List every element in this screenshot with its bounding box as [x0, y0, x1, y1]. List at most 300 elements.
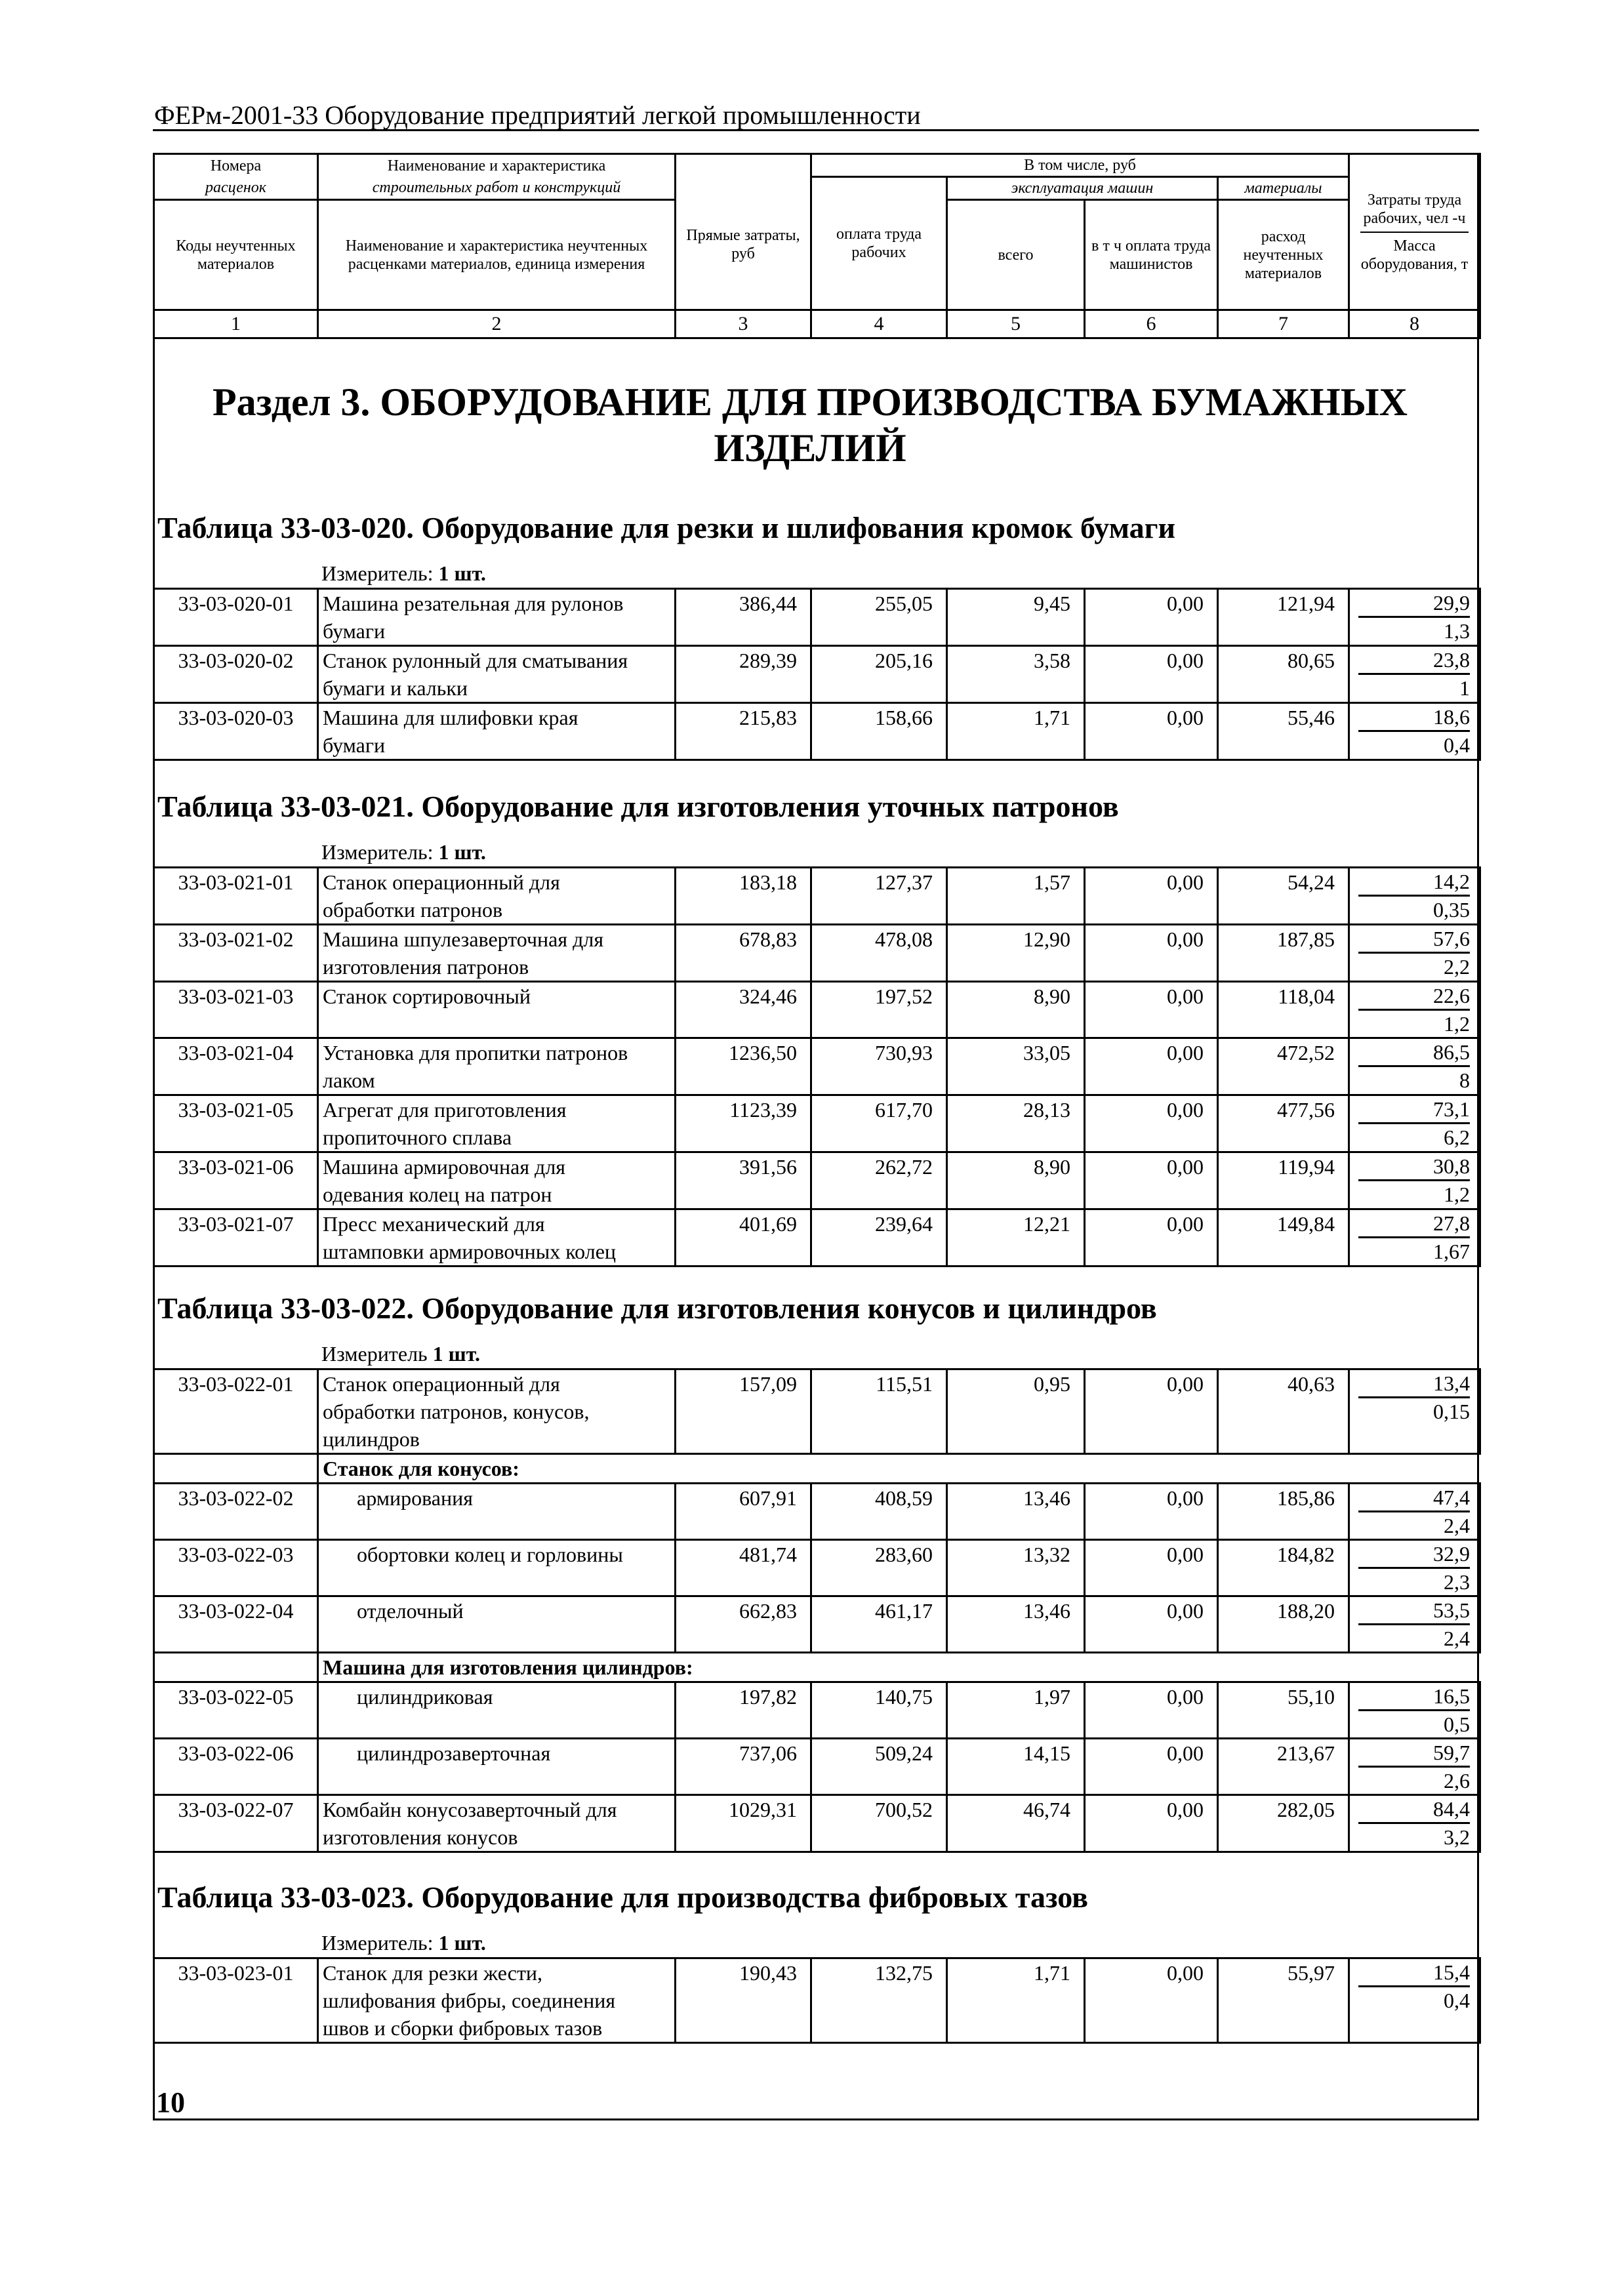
operator-pay: 0,00	[1085, 1739, 1218, 1795]
work-name-line: Комбайн конусозаверточный для	[323, 1798, 617, 1821]
work-name-line: бумаги	[323, 733, 386, 757]
machines-total: 13,46	[947, 1484, 1085, 1540]
operator-pay: 0,00	[1085, 1540, 1218, 1596]
labor-mass-cell	[1349, 925, 1480, 982]
table-row	[154, 1682, 1480, 1739]
table-row	[154, 1209, 1480, 1267]
labor-hours: 84,4	[1358, 1796, 1470, 1824]
table-row	[154, 1095, 1480, 1152]
measure-unit	[321, 840, 486, 864]
labor-hours-line	[1354, 1096, 1470, 1124]
worker-pay: 205,16	[811, 646, 947, 703]
labor-hours: 14,2	[1358, 868, 1470, 897]
worker-pay: 197,52	[811, 982, 947, 1038]
section-title: Раздел 3. ОБОРУДОВАНИЕ ДЛЯ ПРОИЗВОДСТВА БУМАЖНЫХ ИЗДЕЛИЙ	[213, 380, 1408, 470]
work-name-line: Станок операционный для	[323, 870, 560, 894]
machines-total: 8,90	[947, 982, 1085, 1038]
header-machine-operation: эксплуатация машин	[947, 177, 1218, 200]
header-worker-pay: оплата труда рабочих	[811, 177, 947, 310]
labor-hours-line	[1354, 1210, 1470, 1238]
labor-hours: 32,9	[1358, 1541, 1470, 1569]
direct-costs: 391,56	[676, 1152, 811, 1209]
worker-pay: 700,52	[811, 1795, 947, 1852]
table-row	[154, 1958, 1480, 2043]
header-column-number: 3	[676, 310, 811, 338]
direct-costs: 662,83	[676, 1596, 811, 1653]
work-name	[318, 982, 676, 1038]
labor-hours-line	[1354, 590, 1470, 618]
direct-costs: 190,43	[676, 1958, 811, 2043]
labor-hours: 29,9	[1358, 590, 1470, 618]
work-name	[318, 646, 676, 703]
work-name-line: Станок рулонный для сматывания	[323, 649, 628, 672]
rate-code: 33-03-021-01	[154, 868, 318, 925]
column-header-table	[153, 153, 1481, 339]
rate-code: 33-03-020-02	[154, 646, 318, 703]
labor-mass-cell	[1349, 646, 1480, 703]
materials-cost: 282,05	[1218, 1795, 1349, 1852]
materials-cost: 477,56	[1218, 1095, 1349, 1152]
header-column-number: 5	[947, 310, 1085, 338]
equipment-mass: 2,4	[1444, 1627, 1470, 1650]
group-spacer	[154, 1653, 318, 1682]
table-row	[154, 646, 1480, 703]
materials-cost: 55,46	[1218, 703, 1349, 760]
running-header: ФЕРм-2001-33 Оборудование предприятий легкой промышленности	[154, 100, 921, 130]
table-row	[154, 1795, 1480, 1852]
work-name	[318, 1095, 676, 1152]
measure-label: Измеритель:	[321, 1931, 439, 1955]
work-name-line: бумаги	[323, 619, 386, 643]
operator-pay: 0,00	[1085, 1596, 1218, 1653]
worker-pay: 115,51	[811, 1369, 947, 1454]
header-materials: материалы	[1218, 177, 1349, 200]
labor-mass-cell	[1349, 1596, 1480, 1653]
labor-hours: 59,7	[1358, 1739, 1470, 1768]
header-machines-total: всего	[947, 200, 1085, 310]
materials-cost: 213,67	[1218, 1739, 1349, 1795]
worker-pay: 730,93	[811, 1038, 947, 1095]
operator-pay: 0,00	[1085, 868, 1218, 925]
table-row	[154, 1540, 1480, 1596]
group-label: Станок для конусов:	[318, 1454, 1480, 1484]
work-name-line: обортовки колец и горловины	[357, 1543, 623, 1566]
rate-code: 33-03-021-07	[154, 1209, 318, 1267]
machines-total: 13,32	[947, 1540, 1085, 1596]
group-label: Машина для изготовления цилиндров:	[318, 1653, 1480, 1682]
table-row	[154, 589, 1480, 646]
rate-code: 33-03-021-04	[154, 1038, 318, 1095]
operator-pay: 0,00	[1085, 1795, 1218, 1852]
rate-code: 33-03-020-03	[154, 703, 318, 760]
header-work-sub: строительных работ и конструкций	[318, 177, 676, 200]
equipment-mass: 0,15	[1433, 1400, 1470, 1423]
labor-mass-cell	[1349, 868, 1480, 925]
equipment-mass: 2,2	[1444, 955, 1470, 979]
work-name-line: обработки патронов	[323, 898, 503, 922]
table-row	[154, 925, 1480, 982]
work-name-line: пропиточного сплава	[323, 1125, 512, 1149]
direct-costs: 1029,31	[676, 1795, 811, 1852]
labor-hours: 27,8	[1358, 1210, 1470, 1238]
machines-total: 0,95	[947, 1369, 1085, 1454]
machines-total: 1,71	[947, 1958, 1085, 2043]
labor-hours: 16,5	[1358, 1683, 1470, 1711]
equipment-mass: 1,2	[1444, 1012, 1470, 1036]
direct-costs: 481,74	[676, 1540, 811, 1596]
labor-hours: 73,1	[1358, 1096, 1470, 1124]
direct-costs: 1123,39	[676, 1095, 811, 1152]
rates-table	[153, 588, 1481, 761]
work-name	[318, 1038, 676, 1095]
materials-cost: 184,82	[1218, 1540, 1349, 1596]
labor-hours: 86,5	[1358, 1039, 1470, 1067]
work-name-line: Агрегат для приготовления	[323, 1098, 567, 1122]
labor-mass-cell	[1349, 1038, 1480, 1095]
labor-mass-cell	[1349, 1209, 1480, 1267]
labor-hours-line	[1354, 1683, 1470, 1711]
labor-mass-cell	[1349, 1739, 1480, 1795]
work-name-line: изготовления конусов	[323, 1825, 518, 1849]
labor-mass-cell	[1349, 1958, 1480, 2043]
table-title: Таблица 33-03-023. Оборудование для производства фибровых тазов	[157, 1880, 1088, 1914]
work-name	[318, 1152, 676, 1209]
labor-hours-line	[1354, 1370, 1470, 1398]
equipment-mass: 1	[1459, 676, 1470, 700]
work-name	[318, 1682, 676, 1739]
work-name-line: штамповки армировочных колец	[323, 1240, 617, 1263]
labor-mass-cell	[1349, 703, 1480, 760]
group-row	[154, 1653, 1480, 1682]
work-name-line: цилиндриковая	[357, 1685, 493, 1709]
machines-total: 12,21	[947, 1209, 1085, 1267]
worker-pay: 262,72	[811, 1152, 947, 1209]
equipment-mass: 8	[1459, 1068, 1470, 1092]
equipment-mass: 0,5	[1444, 1713, 1470, 1736]
rate-code: 33-03-021-03	[154, 982, 318, 1038]
operator-pay: 0,00	[1085, 589, 1218, 646]
header-work-name: Наименование и характеристика	[318, 154, 676, 177]
measure-value: 1 шт.	[432, 1342, 480, 1366]
operator-pay: 0,00	[1085, 1095, 1218, 1152]
worker-pay: 239,64	[811, 1209, 947, 1267]
equipment-mass: 0,4	[1444, 733, 1470, 757]
rate-code: 33-03-020-01	[154, 589, 318, 646]
worker-pay: 255,05	[811, 589, 947, 646]
equipment-mass: 3,2	[1444, 1825, 1470, 1849]
machines-total: 1,97	[947, 1682, 1085, 1739]
labor-hours-line	[1354, 647, 1470, 675]
worker-pay: 478,08	[811, 925, 947, 982]
direct-costs: 289,39	[676, 646, 811, 703]
rates-table	[153, 866, 1481, 1267]
equipment-mass: 2,6	[1444, 1769, 1470, 1793]
direct-costs: 401,69	[676, 1209, 811, 1267]
rate-code: 33-03-021-02	[154, 925, 318, 982]
labor-hours: 30,8	[1358, 1153, 1470, 1181]
direct-costs: 183,18	[676, 868, 811, 925]
materials-cost: 121,94	[1218, 589, 1349, 646]
operator-pay: 0,00	[1085, 1958, 1218, 2043]
work-name-line: Пресс механический для	[323, 1212, 545, 1236]
machines-total: 1,57	[947, 868, 1085, 925]
rate-code: 33-03-022-04	[154, 1596, 318, 1653]
labor-hours: 57,6	[1358, 925, 1470, 954]
work-name-line: цилиндров	[323, 1427, 420, 1451]
worker-pay: 509,24	[811, 1739, 947, 1795]
labor-mass-cell	[1349, 589, 1480, 646]
labor-hours: 18,6	[1358, 704, 1470, 732]
direct-costs: 386,44	[676, 589, 811, 646]
table-title: Таблица 33-03-021. Оборудование для изготовления уточных патронов	[157, 790, 1119, 823]
equipment-mass: 0,35	[1433, 898, 1470, 922]
table-row	[154, 1152, 1480, 1209]
work-name-line: Машина шпулезаверточная для	[323, 927, 604, 951]
measure-unit	[321, 1931, 486, 1955]
labor-mass-cell	[1349, 1484, 1480, 1540]
equipment-mass: 6,2	[1444, 1125, 1470, 1149]
measure-label: Измеритель:	[321, 840, 439, 864]
table-row	[154, 703, 1480, 760]
worker-pay: 158,66	[811, 703, 947, 760]
table-row	[154, 1038, 1480, 1095]
header-mass-divider	[1360, 232, 1469, 233]
operator-pay: 0,00	[1085, 1209, 1218, 1267]
work-name-line: Машина для шлифовки края	[323, 706, 579, 729]
labor-hours: 22,6	[1358, 983, 1470, 1011]
materials-cost: 54,24	[1218, 868, 1349, 925]
work-name-line: шлифования фибры, соединения	[323, 1989, 616, 2012]
rates-table	[153, 1368, 1481, 1853]
rate-code: 33-03-023-01	[154, 1958, 318, 2043]
equipment-mass: 1,3	[1444, 619, 1470, 643]
work-name	[318, 589, 676, 646]
operator-pay: 0,00	[1085, 703, 1218, 760]
labor-hours: 15,4	[1358, 1959, 1470, 1987]
labor-hours-line	[1354, 704, 1470, 732]
labor-hours: 23,8	[1358, 647, 1470, 675]
labor-hours-line	[1354, 1959, 1470, 1987]
rate-code: 33-03-021-05	[154, 1095, 318, 1152]
labor-hours: 53,5	[1358, 1597, 1470, 1625]
operator-pay: 0,00	[1085, 1038, 1218, 1095]
labor-hours: 13,4	[1358, 1370, 1470, 1398]
work-name-line: армирования	[357, 1486, 473, 1510]
operator-pay: 0,00	[1085, 1152, 1218, 1209]
page-number: 10	[156, 2086, 185, 2118]
header-column-number: 1	[154, 310, 318, 338]
labor-hours-line	[1354, 1796, 1470, 1824]
running-header-rule	[153, 129, 1479, 131]
machines-total: 28,13	[947, 1095, 1085, 1152]
operator-pay: 0,00	[1085, 925, 1218, 982]
labor-hours-line	[1354, 925, 1470, 954]
table-row	[154, 1484, 1480, 1540]
measure-unit	[321, 1342, 480, 1366]
worker-pay: 461,17	[811, 1596, 947, 1653]
header-rates-numbers: Номера	[154, 154, 318, 177]
labor-hours-line	[1354, 1541, 1470, 1569]
labor-hours-line	[1354, 1597, 1470, 1625]
materials-cost: 118,04	[1218, 982, 1349, 1038]
measure-value: 1 шт.	[438, 561, 486, 585]
direct-costs: 678,83	[676, 925, 811, 982]
equipment-mass: 2,4	[1444, 1514, 1470, 1537]
work-name	[318, 1596, 676, 1653]
work-name	[318, 868, 676, 925]
rate-code: 33-03-022-02	[154, 1484, 318, 1540]
work-name-line: отделочный	[357, 1599, 464, 1623]
measure-label: Измеритель:	[321, 561, 439, 585]
labor-hours-line	[1354, 868, 1470, 897]
worker-pay: 132,75	[811, 1958, 947, 2043]
worker-pay: 617,70	[811, 1095, 947, 1152]
direct-costs: 737,06	[676, 1739, 811, 1795]
header-operator-pay: в т ч оплата труда машинистов	[1085, 200, 1218, 310]
rate-code: 33-03-021-06	[154, 1152, 318, 1209]
work-name-line: одевания колец на патрон	[323, 1183, 552, 1206]
rate-code: 33-03-022-03	[154, 1540, 318, 1596]
labor-mass-cell	[1349, 1540, 1480, 1596]
work-name-line: обработки патронов, конусов,	[323, 1400, 590, 1423]
labor-mass-cell	[1349, 1795, 1480, 1852]
operator-pay: 0,00	[1085, 1682, 1218, 1739]
header-column-number: 8	[1349, 310, 1480, 338]
work-name	[318, 1540, 676, 1596]
work-name-line: Установка для пропитки патронов	[323, 1041, 628, 1064]
work-name	[318, 1209, 676, 1267]
rate-code: 33-03-022-06	[154, 1739, 318, 1795]
machines-total: 33,05	[947, 1038, 1085, 1095]
work-name-line: бумаги и кальки	[323, 676, 468, 700]
equipment-mass: 1,67	[1433, 1240, 1470, 1263]
header-column-number: 4	[811, 310, 947, 338]
work-name-line: Станок для резки жести,	[323, 1961, 543, 1985]
table-row	[154, 982, 1480, 1038]
materials-cost: 119,94	[1218, 1152, 1349, 1209]
machines-total: 12,90	[947, 925, 1085, 982]
table-row	[154, 1596, 1480, 1653]
equipment-mass: 1,2	[1444, 1183, 1470, 1206]
table-title: Таблица 33-03-022. Оборудование для изготовления конусов и цилиндров	[157, 1291, 1157, 1325]
measure-value: 1 шт.	[438, 840, 486, 864]
group-row	[154, 1454, 1480, 1484]
labor-mass-cell	[1349, 1095, 1480, 1152]
direct-costs: 324,46	[676, 982, 811, 1038]
equipment-mass: 2,3	[1444, 1570, 1470, 1594]
machines-total: 1,71	[947, 703, 1085, 760]
work-name	[318, 1369, 676, 1454]
direct-costs: 607,91	[676, 1484, 811, 1540]
table-title: Таблица 33-03-020. Оборудование для резки и шлифования кромок бумаги	[157, 511, 1176, 544]
labor-hours-line	[1354, 1739, 1470, 1768]
direct-costs: 1236,50	[676, 1038, 811, 1095]
measure-unit	[321, 561, 486, 585]
operator-pay: 0,00	[1085, 1369, 1218, 1454]
table-row	[154, 1739, 1480, 1795]
work-name	[318, 1484, 676, 1540]
machines-total: 8,90	[947, 1152, 1085, 1209]
work-name-line: Машина армировочная для	[323, 1155, 566, 1179]
header-column-number: 2	[318, 310, 676, 338]
labor-mass-cell	[1349, 1682, 1480, 1739]
machines-total: 14,15	[947, 1739, 1085, 1795]
worker-pay: 283,60	[811, 1540, 947, 1596]
header-unaccounted-materials: расход неучтенных материалов	[1218, 200, 1349, 310]
worker-pay: 140,75	[811, 1682, 947, 1739]
header-labor-hours: Затраты труда рабочих, чел -ч	[1363, 191, 1466, 227]
materials-cost: 40,63	[1218, 1369, 1349, 1454]
worker-pay: 408,59	[811, 1484, 947, 1540]
rate-code: 33-03-022-05	[154, 1682, 318, 1739]
operator-pay: 0,00	[1085, 646, 1218, 703]
measure-label: Измеритель	[321, 1342, 433, 1366]
group-spacer	[154, 1454, 318, 1484]
direct-costs: 197,82	[676, 1682, 811, 1739]
header-unaccounted-names: Наименование и характеристика неучтенных расценками материалов, единица измерения	[318, 200, 676, 310]
work-name	[318, 1795, 676, 1852]
materials-cost: 188,20	[1218, 1596, 1349, 1653]
labor-hours-line	[1354, 1484, 1470, 1512]
materials-cost: 55,10	[1218, 1682, 1349, 1739]
work-name-line: Станок сортировочный	[323, 984, 531, 1008]
work-name-line: швов и сборки фибровых тазов	[323, 2016, 603, 2040]
work-name	[318, 925, 676, 982]
operator-pay: 0,00	[1085, 1484, 1218, 1540]
labor-hours-line	[1354, 1153, 1470, 1181]
machines-total: 46,74	[947, 1795, 1085, 1852]
materials-cost: 55,97	[1218, 1958, 1349, 2043]
work-name-line: цилиндрозаверточная	[357, 1741, 551, 1765]
header-equipment-mass: Масса оборудования, т	[1360, 237, 1469, 273]
header-unaccounted-codes: Коды неучтенных материалов	[154, 200, 318, 310]
materials-cost: 472,52	[1218, 1038, 1349, 1095]
work-name	[318, 703, 676, 760]
header-rates-sub: расценок	[154, 177, 318, 200]
materials-cost: 149,84	[1218, 1209, 1349, 1267]
labor-hours-line	[1354, 983, 1470, 1011]
operator-pay: 0,00	[1085, 982, 1218, 1038]
header-direct-costs: Прямые затраты, руб	[676, 154, 811, 310]
table-row	[154, 868, 1480, 925]
labor-mass-cell	[1349, 1152, 1480, 1209]
header-including: В том числе, руб	[811, 154, 1349, 177]
machines-total: 13,46	[947, 1596, 1085, 1653]
work-name	[318, 1958, 676, 2043]
table-row	[154, 1369, 1480, 1454]
materials-cost: 185,86	[1218, 1484, 1349, 1540]
worker-pay: 127,37	[811, 868, 947, 925]
labor-hours: 47,4	[1358, 1484, 1470, 1512]
materials-cost: 80,65	[1218, 646, 1349, 703]
work-name-line: лаком	[323, 1068, 375, 1092]
rate-code: 33-03-022-07	[154, 1795, 318, 1852]
equipment-mass: 0,4	[1444, 1989, 1470, 2012]
machines-total: 9,45	[947, 589, 1085, 646]
direct-costs: 215,83	[676, 703, 811, 760]
header-column-number: 6	[1085, 310, 1218, 338]
machines-total: 3,58	[947, 646, 1085, 703]
work-name-line: Станок операционный для	[323, 1372, 560, 1396]
measure-value: 1 шт.	[438, 1931, 486, 1955]
labor-mass-cell	[1349, 982, 1480, 1038]
header-labor-mass	[1349, 154, 1480, 310]
materials-cost: 187,85	[1218, 925, 1349, 982]
work-name	[318, 1739, 676, 1795]
work-name-line: Машина резательная для рулонов	[323, 592, 624, 615]
header-column-number: 7	[1218, 310, 1349, 338]
labor-hours-line	[1354, 1039, 1470, 1067]
